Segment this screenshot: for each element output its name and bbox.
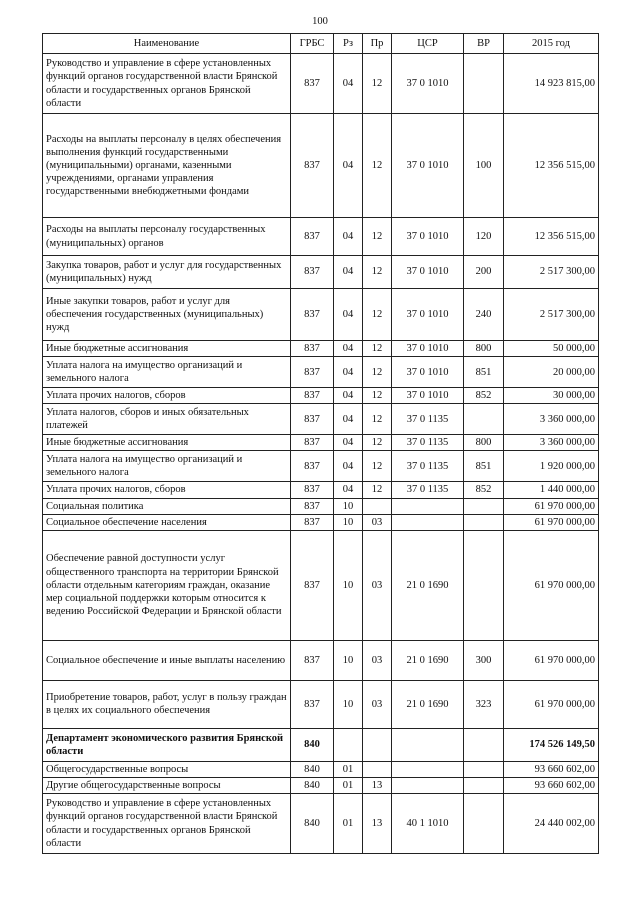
budget-table <box>42 33 599 854</box>
cell-name: Расходы на выплаты персоналу государственных (муниципальных) органов <box>43 218 291 256</box>
col-header-rz: Рз <box>334 34 363 54</box>
cell-pr: 12 <box>363 451 392 482</box>
col-header-name: Наименование <box>43 34 291 54</box>
cell-amount: 50 000,00 <box>504 341 599 357</box>
cell-grbs: 837 <box>291 404 334 435</box>
cell-pr <box>363 728 392 761</box>
cell-vr: 851 <box>464 357 504 388</box>
cell-amount: 61 970 000,00 <box>504 680 599 728</box>
cell-rz: 04 <box>334 256 363 289</box>
cell-pr: 12 <box>363 435 392 451</box>
table-row <box>43 451 599 482</box>
cell-amount: 30 000,00 <box>504 388 599 404</box>
cell-vr <box>464 530 504 640</box>
cell-vr: 852 <box>464 388 504 404</box>
cell-vr: 240 <box>464 289 504 341</box>
cell-rz <box>334 728 363 761</box>
cell-pr: 03 <box>363 680 392 728</box>
cell-pr: 13 <box>363 794 392 854</box>
cell-grbs: 837 <box>291 640 334 680</box>
cell-name: Уплата прочих налогов, сборов <box>43 482 291 498</box>
cell-grbs: 837 <box>291 680 334 728</box>
cell-amount: 24 440 002,00 <box>504 794 599 854</box>
cell-amount: 12 356 515,00 <box>504 218 599 256</box>
cell-amount: 61 970 000,00 <box>504 640 599 680</box>
cell-csr: 37 0 1010 <box>392 54 464 114</box>
cell-vr <box>464 777 504 793</box>
cell-name: Руководство и управление в сфере установленных функций органов государственной власти Брянской области и государственных органов Брянской области <box>43 54 291 114</box>
cell-rz: 10 <box>334 514 363 530</box>
table-row <box>43 289 599 341</box>
cell-rz: 04 <box>334 54 363 114</box>
cell-pr: 12 <box>363 289 392 341</box>
cell-grbs: 837 <box>291 451 334 482</box>
table-row <box>43 388 599 404</box>
cell-csr: 37 0 1010 <box>392 357 464 388</box>
cell-csr <box>392 777 464 793</box>
cell-name: Уплата налога на имущество организаций и земельного налога <box>43 451 291 482</box>
cell-pr: 12 <box>363 256 392 289</box>
cell-rz: 04 <box>334 404 363 435</box>
cell-rz: 04 <box>334 289 363 341</box>
cell-amount: 14 923 815,00 <box>504 54 599 114</box>
cell-name: Иные бюджетные ассигнования <box>43 435 291 451</box>
table-row <box>43 357 599 388</box>
cell-grbs: 837 <box>291 289 334 341</box>
cell-grbs: 840 <box>291 728 334 761</box>
table-row <box>43 728 599 761</box>
cell-vr: 852 <box>464 482 504 498</box>
col-header-csr: ЦСР <box>392 34 464 54</box>
cell-vr: 120 <box>464 218 504 256</box>
cell-csr: 21 0 1690 <box>392 680 464 728</box>
cell-amount: 2 517 300,00 <box>504 256 599 289</box>
cell-name: Иные бюджетные ассигнования <box>43 341 291 357</box>
cell-csr <box>392 498 464 514</box>
header-row <box>43 34 599 54</box>
cell-csr: 37 0 1010 <box>392 256 464 289</box>
cell-vr: 800 <box>464 341 504 357</box>
cell-pr <box>363 761 392 777</box>
cell-rz: 01 <box>334 794 363 854</box>
cell-rz: 04 <box>334 357 363 388</box>
table-row <box>43 498 599 514</box>
cell-pr: 12 <box>363 341 392 357</box>
cell-vr <box>464 54 504 114</box>
cell-amount: 61 970 000,00 <box>504 530 599 640</box>
cell-amount: 20 000,00 <box>504 357 599 388</box>
cell-rz: 04 <box>334 482 363 498</box>
cell-pr: 12 <box>363 114 392 218</box>
cell-csr: 37 0 1135 <box>392 451 464 482</box>
col-header-grbs: ГРБС <box>291 34 334 54</box>
cell-grbs: 837 <box>291 530 334 640</box>
cell-csr <box>392 761 464 777</box>
cell-vr <box>464 514 504 530</box>
cell-rz: 10 <box>334 498 363 514</box>
cell-pr: 13 <box>363 777 392 793</box>
table-row <box>43 530 599 640</box>
cell-rz: 10 <box>334 680 363 728</box>
table-row <box>43 404 599 435</box>
cell-pr: 12 <box>363 357 392 388</box>
table-row <box>43 114 599 218</box>
cell-rz: 04 <box>334 218 363 256</box>
cell-name: Департамент экономического развития Брянской области <box>43 728 291 761</box>
cell-rz: 04 <box>334 435 363 451</box>
table-row <box>43 256 599 289</box>
cell-name: Иные закупки товаров, работ и услуг для обеспечения государственных (муниципальных) нужд <box>43 289 291 341</box>
cell-csr: 37 0 1010 <box>392 388 464 404</box>
cell-rz: 10 <box>334 640 363 680</box>
table-row <box>43 761 599 777</box>
cell-csr: 37 0 1135 <box>392 482 464 498</box>
cell-amount: 1 440 000,00 <box>504 482 599 498</box>
cell-csr: 37 0 1010 <box>392 218 464 256</box>
cell-pr: 12 <box>363 482 392 498</box>
cell-csr: 40 1 1010 <box>392 794 464 854</box>
cell-grbs: 837 <box>291 357 334 388</box>
cell-pr <box>363 498 392 514</box>
cell-rz: 04 <box>334 388 363 404</box>
cell-amount: 1 920 000,00 <box>504 451 599 482</box>
cell-grbs: 840 <box>291 794 334 854</box>
cell-name: Социальная политика <box>43 498 291 514</box>
cell-csr: 21 0 1690 <box>392 530 464 640</box>
cell-csr: 37 0 1010 <box>392 341 464 357</box>
table-row <box>43 218 599 256</box>
cell-vr <box>464 728 504 761</box>
cell-grbs: 840 <box>291 777 334 793</box>
cell-grbs: 837 <box>291 498 334 514</box>
cell-amount: 93 660 602,00 <box>504 777 599 793</box>
cell-name: Социальное обеспечение населения <box>43 514 291 530</box>
cell-pr: 12 <box>363 218 392 256</box>
cell-grbs: 837 <box>291 482 334 498</box>
cell-csr <box>392 728 464 761</box>
cell-amount: 3 360 000,00 <box>504 435 599 451</box>
cell-vr: 300 <box>464 640 504 680</box>
cell-grbs: 837 <box>291 114 334 218</box>
table-row <box>43 680 599 728</box>
table-row <box>43 640 599 680</box>
cell-vr: 851 <box>464 451 504 482</box>
cell-grbs: 837 <box>291 514 334 530</box>
cell-name: Уплата налога на имущество организаций и земельного налога <box>43 357 291 388</box>
col-header-vr: ВР <box>464 34 504 54</box>
cell-pr: 03 <box>363 640 392 680</box>
cell-amount: 174 526 149,50 <box>504 728 599 761</box>
cell-csr: 21 0 1690 <box>392 640 464 680</box>
cell-grbs: 837 <box>291 341 334 357</box>
cell-rz: 01 <box>334 761 363 777</box>
cell-rz: 04 <box>334 451 363 482</box>
cell-grbs: 837 <box>291 218 334 256</box>
cell-grbs: 837 <box>291 54 334 114</box>
cell-pr: 12 <box>363 54 392 114</box>
cell-rz: 10 <box>334 530 363 640</box>
cell-rz: 04 <box>334 341 363 357</box>
cell-name: Другие общегосударственные вопросы <box>43 777 291 793</box>
cell-pr: 12 <box>363 388 392 404</box>
page-number: 100 <box>312 16 328 27</box>
cell-pr: 03 <box>363 514 392 530</box>
cell-csr: 37 0 1010 <box>392 289 464 341</box>
cell-name: Уплата прочих налогов, сборов <box>43 388 291 404</box>
cell-name: Обеспечение равной доступности услуг общественного транспорта на территории Брянской области отдельным категориям граждан, оказание мер социальной поддержки которым относится к ведению Российской Федерации и Брянской области <box>43 530 291 640</box>
table-row <box>43 482 599 498</box>
table-row <box>43 794 599 854</box>
cell-csr: 37 0 1135 <box>392 435 464 451</box>
cell-vr: 800 <box>464 435 504 451</box>
table-row <box>43 54 599 114</box>
cell-name: Уплата налогов, сборов и иных обязательных платежей <box>43 404 291 435</box>
table-row <box>43 514 599 530</box>
col-header-pr: Пр <box>363 34 392 54</box>
table-row <box>43 777 599 793</box>
cell-rz: 04 <box>334 114 363 218</box>
cell-grbs: 837 <box>291 256 334 289</box>
table-row <box>43 435 599 451</box>
cell-vr: 323 <box>464 680 504 728</box>
cell-pr: 12 <box>363 404 392 435</box>
cell-amount: 61 970 000,00 <box>504 498 599 514</box>
cell-rz: 01 <box>334 777 363 793</box>
table-row <box>43 341 599 357</box>
cell-grbs: 837 <box>291 388 334 404</box>
cell-amount: 61 970 000,00 <box>504 514 599 530</box>
col-header-year: 2015 год <box>504 34 599 54</box>
cell-csr: 37 0 1135 <box>392 404 464 435</box>
cell-name: Социальное обеспечение и иные выплаты населению <box>43 640 291 680</box>
cell-name: Закупка товаров, работ и услуг для государственных (муниципальных) нужд <box>43 256 291 289</box>
cell-name: Приобретение товаров, работ, услуг в пользу граждан в целях их социального обеспечения <box>43 680 291 728</box>
cell-vr: 200 <box>464 256 504 289</box>
cell-amount: 12 356 515,00 <box>504 114 599 218</box>
cell-csr <box>392 514 464 530</box>
cell-name: Расходы на выплаты персоналу в целях обеспечения выполнения функций государственными (муниципальными) органами, казенными учреждениями, органами управления государственными внебюджетными фондами <box>43 114 291 218</box>
cell-amount: 3 360 000,00 <box>504 404 599 435</box>
cell-vr: 100 <box>464 114 504 218</box>
cell-name: Руководство и управление в сфере установленных функций органов государственной власти Брянской области и государственных органов Брянской области <box>43 794 291 854</box>
cell-vr <box>464 761 504 777</box>
cell-grbs: 837 <box>291 435 334 451</box>
cell-amount: 2 517 300,00 <box>504 289 599 341</box>
cell-amount: 93 660 602,00 <box>504 761 599 777</box>
cell-vr <box>464 404 504 435</box>
cell-pr: 03 <box>363 530 392 640</box>
cell-name: Общегосударственные вопросы <box>43 761 291 777</box>
cell-grbs: 840 <box>291 761 334 777</box>
cell-csr: 37 0 1010 <box>392 114 464 218</box>
cell-vr <box>464 498 504 514</box>
cell-vr <box>464 794 504 854</box>
